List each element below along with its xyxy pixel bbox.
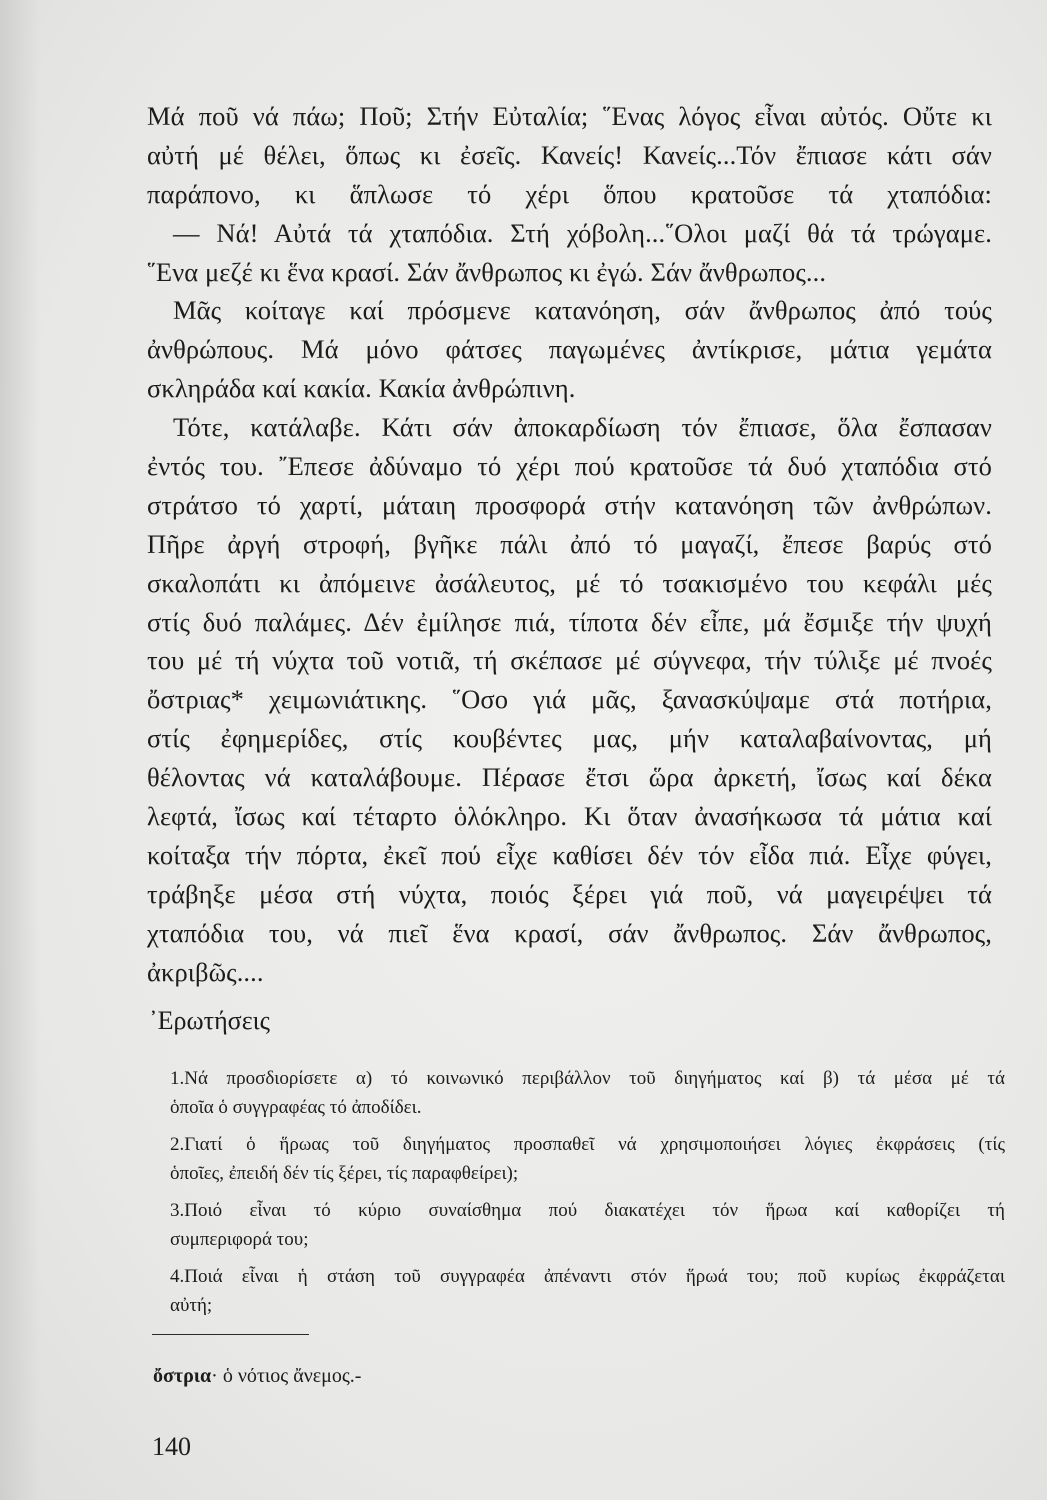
text-line: λεφτά, ἴσως καί τέταρτο ὁλόκληρο. Κι ὅταν ἀνασήκωσα τά μάτια καί xyxy=(147,801,992,832)
footnote-definition: · ὁ νότιος ἄνεμος.- xyxy=(211,1365,362,1387)
text-line: ἀνθρώπους. Μά μόνο φάτσες παγωμένες ἀντίκρισε, μάτια γεμάτα xyxy=(147,334,992,365)
questions-heading: ᾿Ερωτήσεις xyxy=(149,1006,270,1035)
text-line: — Νά! Αὐτά τά χταπόδια. Στή χόβολη...῞Ολοι μαζί θά τά τρώγαμε. xyxy=(173,217,992,248)
page-number: 140 xyxy=(152,1432,191,1461)
text-line: παράπονο, κι ἅπλωσε τό χέρι ὅπου κρατοῦσε τά χταπόδια: xyxy=(147,178,992,209)
question-line: ὁποῖα ὁ συγγραφέας τό ἀποδίδει. xyxy=(170,1097,422,1118)
question-item xyxy=(170,1196,1005,1254)
question-line: 1.Νά προσδιορίσετε α) τό κοινωνικό περιβάλλον τοῦ διηγήματος καί β) τά μέσα μέ τά xyxy=(170,1068,1005,1089)
question-line: 3.Ποιό εἶναι τό κύριο συναίσθημα πού διακατέχει τόν ἥρωα καί καθορίζει τή xyxy=(170,1200,1005,1221)
footnote-term: ὄστρια xyxy=(153,1365,212,1387)
text-line: αὐτή μέ θέλει, ὅπως κι ἐσεῖς. Κανείς! Κανείς...Τόν ἔπιασε κάτι σάν xyxy=(147,139,992,170)
text-line: ῞Ενα μεζέ κι ἕνα κρασί. Σάν ἄνθρωπος κι ἐγώ. Σάν ἄνθρωπος... xyxy=(147,256,827,287)
text-line: θέλοντας νά καταλάβουμε. Πέρασε ἔτσι ὥρα ἀρκετή, ἴσως καί δέκα xyxy=(147,762,992,793)
text-line: στράτσο τό χαρτί, μάταιη προσφορά στήν κατανόηση τῶν ἀνθρώπων. xyxy=(147,489,992,520)
text-line: Μᾶς κοίταγε καί πρόσμενε κατανόηση, σάν ἄνθρωπος ἀπό τούς xyxy=(173,295,992,326)
text-line: κοίταξα τήν πόρτα, ἐκεῖ πού εἶχε καθίσει δέν τόν εἶδα πιά. Εἶχε φύγει, xyxy=(147,839,992,870)
story-text xyxy=(147,97,992,991)
gutter-shadow xyxy=(0,0,40,1500)
text-line: σκληράδα καί κακία. Κακία ἀνθρώπινη. xyxy=(147,373,576,404)
text-line: ἀκριβῶς.... xyxy=(147,956,264,987)
question-line: 4.Ποιά εἶναι ἡ στάση τοῦ συγγραφέα ἀπέναντι στόν ἥρωά του; ποῦ κυρίως ἐκφράζεται xyxy=(170,1266,1005,1287)
footnote xyxy=(153,1362,361,1390)
question-line: συμπεριφορά του; xyxy=(170,1229,309,1250)
text-line: σκαλοπάτι κι ἀπόμεινε ἀσάλευτος, μέ τό τσακισμένο του κεφάλι μές xyxy=(147,567,992,598)
text-line: ὄστριας* χειμωνιάτικης. ῞Οσο γιά μᾶς, ξανασκύψαμε στά ποτήρια, xyxy=(147,684,992,715)
text-line: τράβηξε μέσα στή νύχτα, ποιός ξέρει γιά ποῦ, νά μαγειρέψει τά xyxy=(147,878,992,909)
text-line: ἐντός του. ῎Επεσε ἀδύναμο τό χέρι πού κρατοῦσε τά δυό χταπόδια στό xyxy=(147,451,992,482)
question-line: ὁποῖες, ἐπειδή δέν τίς ξέρει, τίς παραφθείρει); xyxy=(170,1163,519,1184)
question-item xyxy=(170,1262,1005,1320)
text-line: στίς δυό παλάμες. Δέν ἐμίλησε πιά, τίποτα δέν εἶπε, μά ἔσμιξε τήν ψυχή xyxy=(147,606,992,637)
text-line: Μά ποῦ νά πάω; Ποῦ; Στήν Εὐταλία; ῞Ενας λόγος εἶναι αὐτός. Οὔτε κι xyxy=(147,101,992,131)
question-item xyxy=(170,1064,1005,1122)
questions-list xyxy=(170,1064,1005,1328)
question-line: αὐτή; xyxy=(170,1295,213,1316)
question-item xyxy=(170,1130,1005,1188)
text-line: χταπόδια του, νά πιεῖ ἕνα κρασί, σάν ἄνθρωπος. Σάν ἄνθρωπος, xyxy=(147,917,992,948)
text-line: Πῆρε ἀργή στροφή, βγῆκε πάλι ἀπό τό μαγαζί, ἔπεσε βαρύς στό xyxy=(147,528,992,559)
text-line: Τότε, κατάλαβε. Κάτι σάν ἀποκαρδίωση τόν ἔπιασε, ὅλα ἔσπασαν xyxy=(173,412,992,443)
footnote-divider xyxy=(152,1334,309,1335)
text-line: του μέ τή νύχτα τοῦ νοτιᾶ, τή σκέπασε μέ σύγνεφα, τήν τύλιξε μέ πνοές xyxy=(147,645,992,676)
text-line: στίς ἐφημερίδες, στίς κουβέντες μας, μήν καταλαβαίνοντας, μή xyxy=(147,723,992,754)
question-line: 2.Γιατί ὁ ἥρωας τοῦ διηγήματος προσπαθεῖ νά χρησιμοποιήσει λόγιες ἐκφράσεις (τίς xyxy=(170,1134,1005,1155)
